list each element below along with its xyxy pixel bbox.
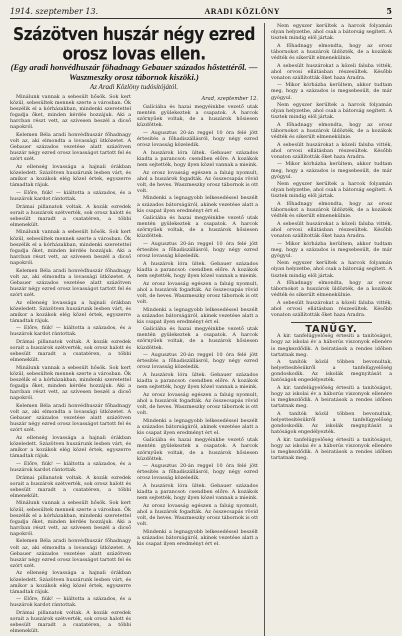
paragraph: A huszárok lóra ültek. Gebauer százados kiadta a parancsot: csendben előre. A kozákok nem sejtették, hogy ilyen közel vannak a mieink. — [137, 260, 259, 280]
paragraph: — Előre, fiúk! — kiáltotta a százados, és a huszárok kardot rántottak. — [10, 596, 132, 609]
paragraph: Az orosz lovasság egészen a faluig nyomult, ahol a huszárok fogadták. Az összecsapás rövid volt, de heves. Waszmeszky orosz tábornok is ott volt. — [137, 502, 259, 528]
paragraph: Az orosz lovasság egészen a faluig nyomult, ahol a huszárok fogadták. Az összecsapás rövid volt, de heves. Waszmeszky orosz tábornok is ott volt. — [137, 391, 259, 416]
paragraph: Drámai pillanatok voltak. A kozák ezredek sorait a huszárok szétverték, sok orosz halott és sebesült maradt a csatatéren, a többi elmenekült. — [10, 339, 132, 364]
paragraph: Galíciába és hazai megyéinkbe vezető utak mentén gyülekeztek a csapatok. A harcok szörnyűek voltak, de a huszárok hősiesen küzdöttek. — [137, 326, 259, 351]
paragraph: Galíciába és hazai megyéinkbe vezető utak mentén gyülekeztek a csapatok. A harcok szörnyűek voltak, de a huszárok hősiesen küzdöttek. — [137, 437, 259, 462]
article-dateline: Arad, szeptember 12. — [201, 96, 259, 102]
paragraph: Mindenki a legnagyobb lelkesedéssel beszélt a százados bátorságáról, akinek vezetése alatt a kis csapat ilyen eredményt ért el. — [137, 528, 259, 547]
paragraph: A főhadnagy elmondta, hogy az orosz tábornokot a huszárok üldözték, de a kozákok védték és sikerült elmenekülnie. — [271, 121, 392, 141]
paragraph: Minálunk vannak a sebesült hősök. Sok kert közül, sebesültek mennek szerte a városban. Ők beszélik el a kórházakban, mindenki szeretettel fogadja őket, minden kérdés hozzájuk. Aki a harcban részt vett, az szívesen beszél a dicső napokról. — [10, 229, 132, 266]
paragraph: Drámai pillanatok voltak. A kozák ezredek sorait a huszárok szétverték, sok orosz halott és sebesült maradt a csatatéren, a többi elmenekült. — [10, 203, 132, 228]
paragraph: Drámai pillanatok voltak. A kozák ezredek sorait a huszárok szétverték, sok orosz halott és sebesült maradt a csatatéren, a többi elmenekült. — [10, 474, 132, 499]
article-body — [10, 94, 258, 636]
paragraph: Kelemen Béla aradi honvédhuszár főhadnagy volt az, aki elmondta a lovassági ütközetet. A Gebauer százados vezetése alatt százötven huszár négy ezred orosz lovasságot tartott fel és szórt szét. — [10, 538, 132, 569]
paragraph: A sebesült huszárokat a közeli faluba vitték, ahol orvosi ellátásban részesültek. Később vonaton szállították őket haza Aradra. — [271, 220, 392, 239]
paragraph: Az ellenség lovassága a hajnali órákban közeledett. Százötven huszárunk lesben várt, és amikor a kozákok elég közel értek, egyszerre támadtak rájuk. — [10, 570, 132, 595]
paragraph: A huszárok lóra ültek. Gebauer százados kiadta a parancsot: csendben előre. A kozákok nem sejtették, hogy ilyen közel vannak a mieink. — [137, 371, 259, 391]
paragraph: — Előre, fiúk! — kiáltotta a százados, és a huszárok kardot rántottak. — [10, 189, 132, 202]
paragraph: — Augusztus 20-án reggel 10 óra felé jött értesítés a főhadiszállásról, hogy négy ezred orosz lovasság közeledik. — [137, 129, 259, 149]
paragraph: — Mikor kórházba kerültem, akkor tudtam meg, hogy a százados is megsebesült, de már gyógyul. — [271, 240, 392, 259]
paragraph: A főhadnagy elmondta, hogy az orosz tábornokot a huszárok üldözték, de a kozákok védték és sikerült elmenekülnie. — [271, 42, 392, 61]
page-number: 5 — [386, 6, 392, 16]
paragraph: A tanítók közül többen bevonultak, helyettesítésükről a tanfelügyelőség gondoskodik. Az iskolák megnyitását a hatóságok engedélyezték. — [271, 359, 392, 384]
paragraph: A főhadnagy elmondta, hogy az orosz tábornokot a huszárok üldözték, de a kozákok védték és sikerült elmenekülnie. — [271, 201, 392, 220]
paragraph: A kir. tanfelügyelőség értesíti a tanítóságot, hogy az iskolai év a háborús viszonyok ellenére is megkezdődik. A beiratások a rendes időben tartatnak meg. — [271, 385, 392, 410]
paragraph: A kir. tanfelügyelőség értesíti a tanítóságot, hogy az iskolai év a háborús viszonyok ellenére is megkezdődik. A beiratások a rendes időben tartatnak meg. — [271, 436, 392, 462]
paragraph: Galíciába és hazai megyéinkbe vezető utak mentén gyülekeztek a csapatok. A harcok szörnyűek voltak, de a huszárok hősiesen küzdöttek. — [137, 104, 259, 129]
paragraph: Mindenki a legnagyobb lelkesedéssel beszélt a százados bátorságáról, akinek vezetése alatt a kis csapat ilyen eredményt ért el. — [137, 195, 259, 214]
article-headline: Százötven huszár négy ezred orosz lovas ellen. — [13, 23, 256, 65]
paragraph: — Előre, fiúk! — kiáltotta a százados, és a huszárok kardot rántottak. — [10, 460, 132, 473]
paragraph: Minálunk vannak a sebesült hősök. Sok kert közül, sebesültek mennek szerte a városban. Ők beszélik el a kórházakban, mindenki szeretettel fogadja őket, minden kérdés hozzájuk. Aki a harcban részt vett, az szívesen beszél a dicső napokról. — [10, 364, 132, 402]
paragraph: — Előre, fiúk! — kiáltotta a százados, és a huszárok kardot rántottak. — [10, 325, 132, 338]
paragraph: Mindenki a legnagyobb lelkesedéssel beszélt a százados bátorságáról, akinek vezetése alatt a kis csapat ilyen eredményt ért el. — [137, 306, 259, 325]
paragraph: A főhadnagy elmondta, hogy az orosz tábornokot a huszárok üldözték, de a kozákok védték és sikerült elmenekülnie. — [271, 280, 392, 299]
paragraph: A sebesült huszárokat a közeli faluba vitték, ahol orvosi ellátásban részesültek. Később vonaton szállították őket haza Aradra. — [271, 62, 392, 81]
paragraph: A sebesült huszárokat a közeli faluba vitték, ahol orvosi ellátásban részesültek. Később vonaton szállították őket haza Aradra. — [271, 141, 392, 160]
page-header — [10, 6, 392, 19]
article-column — [10, 23, 258, 636]
paragraph: Az orosz lovasság egészen a faluig nyomult, ahol a huszárok fogadták. Az összecsapás rövid volt, de heves. Waszmeszky orosz tábornok is ott volt. — [137, 280, 259, 305]
section-title: TANÜGY. — [305, 324, 358, 336]
article-byline: Az Aradi Közlöny tudósítójától. — [89, 83, 179, 91]
paragraph: Minálunk vannak a sebesült hősök. Sok kert közül, sebesültek mennek szerte a városban. Ők beszélik el a kórházakban, mindenki szeretettel fogadja őket, minden kérdés hozzájuk. Aki a harcban részt vett, az szívesen beszél a dicső napokról. — [10, 500, 132, 537]
column-rule — [264, 23, 265, 636]
paragraph: — Augusztus 20-án reggel 10 óra felé jött értesítés a főhadiszállásról, hogy négy ezred orosz lovasság közeledik. — [137, 463, 259, 482]
paragraph: Nem egyszer kerültek a harcok folyamán olyan helyzetbe, ahol csak a bátorság segített. A tisztek mindig elöl jártak. — [271, 181, 392, 200]
section-divider — [291, 322, 372, 323]
paragraph: Az ellenség lovassága a hajnali órákban közeledett. Százötven huszárunk lesben várt, és amikor a kozákok elég közel értek, egyszerre támadtak rájuk. — [10, 164, 132, 189]
paragraph: A huszárok lóra ültek. Gebauer százados kiadta a parancsot: csendben előre. A kozákok nem sejtették, hogy ilyen közel vannak a mieink. — [137, 149, 259, 168]
paragraph: A sebesült huszárokat a közeli faluba vitték, ahol orvosi ellátásban részesültek. Később vonaton szállították őket haza Aradra. — [271, 299, 392, 319]
right-column — [271, 23, 392, 636]
paragraph: Mindenki a legnagyobb lelkesedéssel beszélt a százados bátorságáról, akinek vezetése alatt a kis csapat ilyen eredményt ért el. — [137, 417, 259, 436]
paragraph: A huszárok lóra ültek. Gebauer százados kiadta a parancsot: csendben előre. A kozákok nem sejtették, hogy ilyen közel vannak a mieink. — [137, 483, 259, 502]
columns — [10, 23, 392, 636]
paragraph: Minálunk vannak a sebesült hősök. Sok kert közül, sebesültek mennek szerte a városban. Ők beszélik el a kórházakban, mindenki szeretettel fogadja őket, minden kérdés hozzájuk. Aki a harcban részt vett, az szívesen beszél a dicső napokról. — [10, 94, 132, 131]
paragraph: Az ellenség lovassága a hajnali órákban közeledett. Százötven huszárunk lesben várt, és amikor a kozákok elég közel értek, egyszerre támadtak rájuk. — [10, 299, 132, 324]
publication-title: ARADI KÖZLÖNY — [204, 7, 281, 16]
article-text-col1 — [10, 94, 131, 636]
article-text-col2 — [137, 94, 258, 636]
paragraph: Kelemen Béla aradi honvédhuszár főhadnagy volt az, aki elmondta a lovassági ütközetet. A Gebauer százados vezetése alatt százötven huszár négy ezred orosz lovasságot tartott fel és szórt szét. — [10, 267, 132, 298]
paragraph: Kelemen Béla aradi honvédhuszár főhadnagy volt az, aki elmondta a lovassági ütközetet. A Gebauer százados vezetése alatt százötven huszár négy ezred orosz lovasságot tartott fel és szórt szét. — [10, 132, 132, 163]
paragraph: A tanítók közül többen bevonultak, helyettesítésükről a tanfelügyelőség gondoskodik. Az iskolák megnyitását a hatóságok engedélyezték. — [271, 410, 392, 436]
paragraph: Nem egyszer kerültek a harcok folyamán olyan helyzetbe, ahol csak a bátorság segített. A tisztek mindig elöl jártak. — [271, 23, 392, 42]
paragraph: A kir. tanfelügyelőség értesíti a tanítóságot, hogy az iskolai év a háborús viszonyok ellenére is megkezdődik. A beiratások a rendes időben tartatnak meg. — [271, 333, 392, 358]
article-subhead: (Egy aradi honvédhuszár föhadnagy Gebauer százados hőstettéről. — Waszmeszky orosz tábornok kiszöki.) — [10, 62, 258, 82]
paragraph: — Augusztus 20-án reggel 10 óra felé jött értesítés a főhadiszállásról, hogy négy ezred orosz lovasság közeledik. — [137, 352, 259, 371]
paragraph: Az orosz lovasság egészen a faluig nyomult, ahol a huszárok fogadták. Az összecsapás rövid volt, de heves. Waszmeszky orosz tábornok is ott volt. — [137, 169, 259, 194]
paragraph: Kelemen Béla aradi honvédhuszár főhadnagy volt az, aki elmondta a lovassági ütközetet. A Gebauer százados vezetése alatt százötven huszár négy ezred orosz lovasságot tartott fel és szórt szét. — [10, 403, 132, 434]
paragraph: Nem egyszer kerültek a harcok folyamán olyan helyzetbe, ahol csak a bátorság segített. A tisztek mindig elöl jártak. — [271, 102, 392, 121]
paragraph: Drámai pillanatok voltak. A kozák ezredek sorait a huszárok szétverték, sok orosz halott és sebesült maradt a csatatéren, a többi elmenekült. — [10, 610, 132, 635]
issue-date: 1914. szeptember 13. — [10, 7, 99, 16]
paragraph: — Mikor kórházba kerültem, akkor tudtam meg, hogy a százados is megsebesült, de már gyógyul. — [271, 161, 392, 180]
paragraph: Galíciába és hazai megyéinkbe vezető utak mentén gyülekeztek a csapatok. A harcok szörnyűek voltak, de a huszárok hősiesen küzdöttek. — [137, 215, 259, 240]
paragraph: Nem egyszer kerültek a harcok folyamán olyan helyzetbe, ahol csak a bátorság segített. A tisztek mindig elöl jártak. — [271, 260, 392, 279]
paragraph: — Augusztus 20-án reggel 10 óra felé jött értesítés a főhadiszállásról, hogy négy ezred orosz lovasság közeledik. — [137, 241, 259, 260]
paragraph: — Mikor kórházba kerültem, akkor tudtam meg, hogy a százados is megsebesült, de már gyógyul. — [271, 82, 392, 101]
paragraph: Az ellenség lovassága a hajnali órákban közeledett. Százötven huszárunk lesben várt, és amikor a kozákok elég közel értek, egyszerre támadtak rájuk. — [10, 434, 132, 460]
